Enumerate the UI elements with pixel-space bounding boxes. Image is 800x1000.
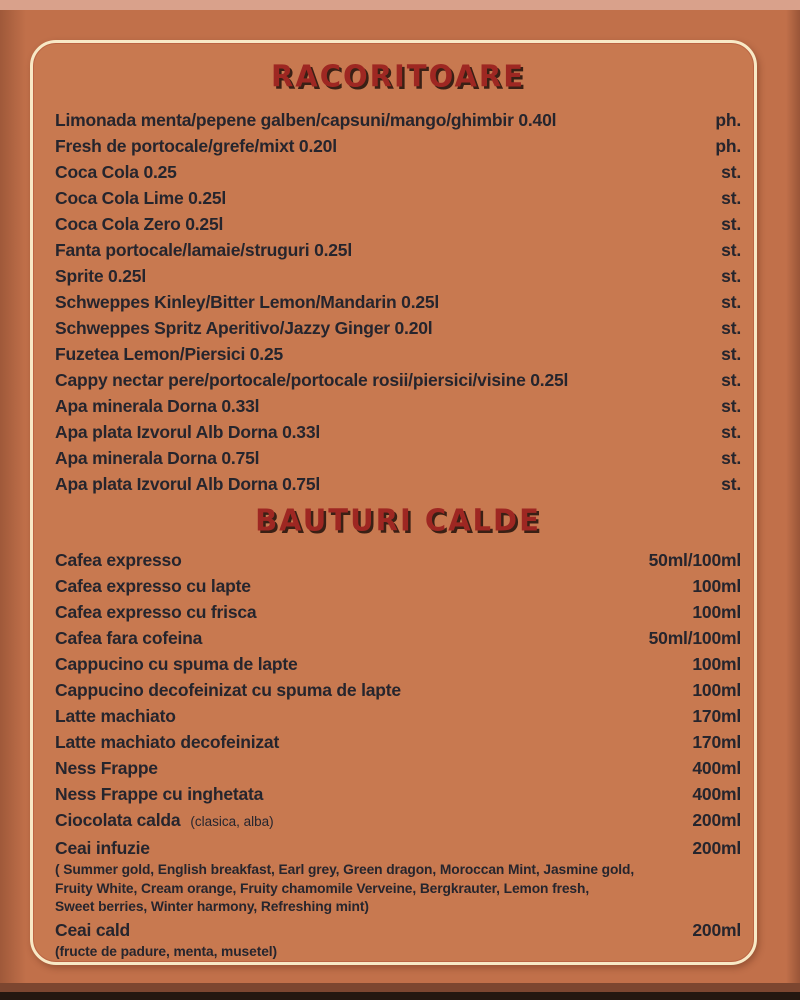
- item-name-wrap: [55, 107, 556, 133]
- item-price: 100ml: [692, 654, 741, 674]
- item-name-wrap: [55, 393, 259, 419]
- item-name-wrap: [55, 755, 158, 781]
- menu-item-row: [55, 755, 741, 781]
- item-suffix: (clasica, alba): [190, 814, 274, 829]
- item-name-wrap: [55, 625, 202, 651]
- item-name-wrap: [55, 289, 439, 315]
- menu-item-row: [55, 315, 741, 341]
- item-name-wrap: [55, 159, 177, 185]
- item-price: st.: [721, 214, 741, 234]
- top-strip: [0, 0, 800, 10]
- menu-item-row: [55, 651, 741, 677]
- item-name: Cafea expresso cu lapte: [55, 576, 251, 596]
- item-name: Ceai cald: [55, 919, 131, 940]
- item-name-wrap: [55, 703, 176, 729]
- item-price: st.: [721, 318, 741, 338]
- item-price: st.: [721, 396, 741, 416]
- item-name-wrap: [55, 807, 274, 835]
- menu-item-row: [55, 211, 741, 237]
- item-name: Cafea expresso cu frisca: [55, 602, 257, 622]
- item-note-line: (fructe de padure, menta, musetel): [55, 943, 277, 959]
- menu-item-row: [55, 185, 741, 211]
- menu-item-row: [55, 107, 741, 133]
- item-price: st.: [721, 422, 741, 442]
- item-name: Ness Frappe cu inghetata: [55, 784, 264, 804]
- menu-item-row: [55, 159, 741, 185]
- menu-item-row: [55, 341, 741, 367]
- item-name: Fanta portocale/lamaie/struguri 0.25l: [55, 240, 353, 260]
- menu-item-row: [55, 237, 741, 263]
- item-name: Coca Cola Lime 0.25l: [55, 188, 227, 208]
- item-price: 170ml: [692, 732, 741, 752]
- menu-item-row: [55, 625, 741, 651]
- item-price: 400ml: [692, 758, 741, 778]
- item-name-wrap: [55, 211, 223, 237]
- item-price: st.: [721, 370, 741, 390]
- item-name: Apa minerala Dorna 0.33l: [55, 396, 260, 416]
- item-price: ph.: [715, 136, 741, 156]
- item-price: 50ml/100ml: [648, 550, 741, 570]
- item-name-wrap: [55, 445, 259, 471]
- item-name: Schweppes Kinley/Bitter Lemon/Mandarin 0.25l: [55, 292, 440, 312]
- item-price: st.: [721, 448, 741, 468]
- item-price: 200ml: [692, 919, 741, 940]
- menu-item-row: [55, 133, 741, 159]
- item-name: Cappucino decofeinizat cu spuma de lapte: [55, 680, 401, 700]
- item-name-wrap: [55, 651, 298, 677]
- section-title: BAUTURI CALDE: [255, 502, 541, 538]
- item-name: Apa plata Izvorul Alb Dorna 0.33l: [55, 422, 321, 442]
- menu-item-row: [55, 703, 741, 729]
- item-name: Ness Frappe: [55, 758, 158, 778]
- item-price: st.: [721, 344, 741, 364]
- menu-item-row: [55, 677, 741, 703]
- menu-item-row: [55, 599, 741, 625]
- menu-item-row: [55, 781, 741, 807]
- item-name: Latte machiato: [55, 706, 176, 726]
- right-edge-shadow: [786, 10, 800, 984]
- menu-item-row: [55, 289, 741, 315]
- item-name-wrap: [55, 677, 401, 703]
- item-price: 50ml/100ml: [648, 628, 741, 648]
- item-price: 100ml: [692, 602, 741, 622]
- item-name-wrap: [55, 315, 432, 341]
- item-name: Apa minerala Dorna 0.75l: [55, 448, 260, 468]
- item-price: 170ml: [692, 706, 741, 726]
- menu-item-row: [55, 419, 741, 445]
- item-name: Apa plata Izvorul Alb Dorna 0.75l: [55, 474, 321, 494]
- item-name-wrap: [55, 133, 337, 159]
- item-name-wrap: [55, 729, 279, 755]
- item-name: Sprite 0.25l: [55, 266, 146, 286]
- item-price: 400ml: [692, 784, 741, 804]
- menu-item-row: [55, 393, 741, 419]
- item-name: Latte machiato decofeinizat: [55, 732, 280, 752]
- menu-item-row: [55, 807, 741, 835]
- item-name-wrap: [55, 237, 352, 263]
- item-price: st.: [721, 474, 741, 494]
- item-price: 200ml: [692, 810, 741, 830]
- item-price: st.: [721, 292, 741, 312]
- item-note-line: Fruity White, Cream orange, Fruity chamomile Verveine, Bergkrauter, Lemon fresh,: [55, 880, 590, 896]
- item-price: 100ml: [692, 680, 741, 700]
- menu-item-row: [55, 835, 741, 861]
- menu-panel: [30, 40, 757, 965]
- menu-item-row: [55, 573, 741, 599]
- menu-item-row: [55, 729, 741, 755]
- item-price: st.: [721, 266, 741, 286]
- menu-sections: [55, 57, 741, 961]
- item-price: 200ml: [692, 838, 741, 858]
- item-name-wrap: [55, 185, 226, 211]
- item-name: Coca Cola Zero 0.25l: [55, 214, 224, 234]
- item-name-wrap: [55, 573, 251, 599]
- menu-item-row: [55, 917, 741, 943]
- menu-item-row: [55, 367, 741, 393]
- menu-item-row: [55, 471, 741, 497]
- item-name-wrap: [55, 419, 320, 445]
- item-name: Cafea fara cofeina: [55, 628, 203, 648]
- item-name: Ceai infuzie: [55, 838, 150, 858]
- item-name: Fuzetea Lemon/Piersici 0.25: [55, 344, 284, 364]
- menu-section: [55, 57, 741, 497]
- item-name-wrap: [55, 471, 320, 497]
- item-price: st.: [721, 188, 741, 208]
- bottom-edge: [0, 992, 800, 1000]
- item-name-wrap: [55, 599, 256, 625]
- item-name-wrap: [55, 917, 130, 943]
- item-name-wrap: [55, 367, 568, 393]
- section-title: RACORITOARE: [270, 58, 526, 94]
- menu-item-row: [55, 547, 741, 573]
- item-price: st.: [721, 162, 741, 182]
- item-price: ph.: [715, 110, 741, 130]
- section-rows: [55, 107, 741, 497]
- item-note-line: ( Summer gold, English breakfast, Earl grey, Green dragon, Moroccan Mint, Jasmine gold,: [55, 862, 635, 877]
- item-name-wrap: [55, 781, 263, 807]
- item-name: Cappy nectar pere/portocale/portocale rosii/piersici/visine 0.25l: [55, 370, 569, 390]
- item-note-line: Sweet berries, Winter harmony, Refreshing mint): [55, 899, 369, 914]
- menu-item-row: [55, 445, 741, 471]
- left-edge-shadow: [0, 10, 26, 984]
- item-name: Cappucino cu spuma de lapte: [55, 654, 298, 674]
- item-name: Limonada menta/pepene galben/capsuni/mango/ghimbir 0.40l: [55, 110, 557, 130]
- item-name-wrap: [55, 547, 182, 573]
- menu-section: [55, 501, 741, 961]
- item-name-wrap: [55, 835, 150, 861]
- item-name: Coca Cola 0.25: [55, 162, 177, 182]
- item-price: 100ml: [692, 576, 741, 596]
- item-name: Fresh de portocale/grefe/mixt 0.20l: [55, 136, 337, 156]
- item-price: st.: [721, 240, 741, 260]
- item-name: Schweppes Spritz Aperitivo/Jazzy Ginger 0.20l: [55, 318, 433, 338]
- item-name-wrap: [55, 341, 283, 367]
- item-name: Ciocolata calda: [55, 810, 181, 830]
- item-name-wrap: [55, 263, 146, 289]
- section-rows: [55, 547, 741, 961]
- menu-item-row: [55, 263, 741, 289]
- item-name: Cafea expresso: [55, 550, 182, 570]
